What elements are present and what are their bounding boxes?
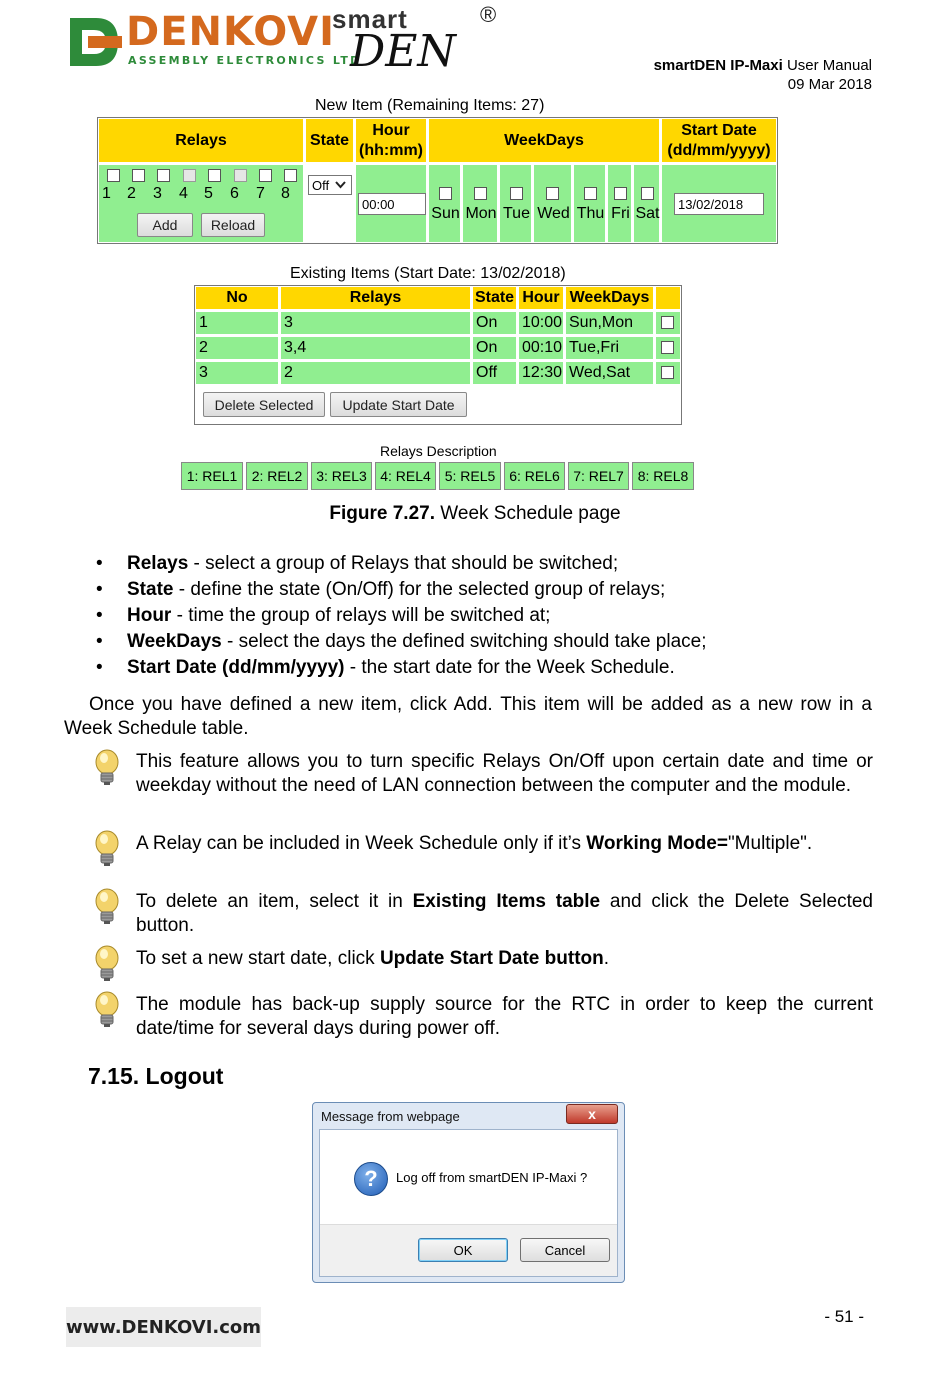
relay-desc-item: 3: REL3: [311, 462, 372, 490]
row-1-checkbox[interactable]: [661, 316, 674, 329]
relay-1-checkbox[interactable]: [107, 169, 120, 182]
list-item: [96, 629, 707, 655]
relay-number: 5: [204, 185, 213, 202]
table-row-no: 3: [195, 361, 279, 385]
brand-subtitle: ASSEMBLY ELECTRONICS LTD: [128, 54, 362, 67]
footer-website: www.DENKOVI.com: [66, 1307, 261, 1347]
note-text-part: .: [603, 948, 610, 969]
list-item: [96, 577, 707, 603]
relay-4-checkbox[interactable]: [183, 169, 196, 182]
note-text: [136, 832, 873, 856]
relay-7-checkbox[interactable]: [259, 169, 272, 182]
state-select-value: Off: [312, 177, 330, 193]
relay-number: 7: [256, 185, 265, 202]
relay-desc-item: 7: REL7: [568, 462, 629, 490]
denkovi-d-icon: [66, 14, 122, 70]
table-row-hour: 10:00: [518, 311, 564, 335]
row-2-checkbox[interactable]: [661, 341, 674, 354]
new-item-table: [97, 117, 778, 244]
chevron-down-icon: [335, 181, 346, 189]
close-icon[interactable]: x: [566, 1104, 618, 1124]
tue-checkbox[interactable]: [510, 187, 523, 200]
table-row-hour: 00:10: [518, 336, 564, 360]
relays-cell: [98, 164, 304, 243]
table-row-state: On: [472, 336, 517, 360]
brand-name: DENKOVI: [126, 9, 335, 55]
smartden-logo-small: smart: [332, 4, 408, 34]
col-select: [655, 286, 681, 310]
relay-3-checkbox[interactable]: [157, 169, 170, 182]
list-item-term: Relays: [127, 553, 189, 574]
figure-caption: [0, 503, 950, 525]
weekday-cell: [462, 164, 498, 243]
lightbulb-icon: [94, 888, 120, 926]
dialog-title: Message from webpage: [321, 1109, 460, 1124]
lightbulb-icon: [94, 945, 120, 983]
list-item-text: - time the group of relays will be switched at;: [171, 605, 551, 626]
relay-number: 8: [281, 185, 290, 202]
relay-desc-item: 1: REL1: [181, 462, 243, 490]
note-text-bold: Working Mode=: [586, 833, 728, 854]
doc-title-bold: smartDEN IP-Maxi: [653, 57, 783, 74]
day-label: Thu: [576, 205, 605, 222]
existing-items-title: Existing Items (Start Date: 13/02/2018): [290, 265, 566, 282]
day-label: Mon: [465, 205, 497, 222]
relay-desc-item: 5: REL5: [439, 462, 501, 490]
relay-number: 3: [153, 185, 162, 202]
start-date-input[interactable]: 13/02/2018: [674, 193, 764, 215]
day-label: Fri: [611, 205, 630, 222]
weekday-cell: [573, 164, 606, 243]
relay-number: 6: [230, 185, 239, 202]
table-row-select: [655, 311, 681, 335]
relay-2-checkbox[interactable]: [132, 169, 145, 182]
row-3-checkbox[interactable]: [661, 366, 674, 379]
question-icon: ?: [354, 1162, 388, 1196]
relay-number: 4: [179, 185, 188, 202]
col-weekdays: WeekDays: [565, 286, 654, 310]
note-text-part: and click the Delete Selected button.: [136, 891, 873, 936]
body-paragraph: Once you have defined a new item, click Add. This item will be added as a new row in a Week Schedule table.: [64, 694, 872, 739]
figure-caption-text: Week Schedule page: [435, 503, 621, 524]
list-item: [96, 655, 707, 681]
list-item: [96, 551, 707, 577]
col-state: State: [472, 286, 517, 310]
dialog-body: [319, 1129, 618, 1277]
table-row-state: Off: [472, 361, 517, 385]
registered-mark: ®: [480, 2, 497, 27]
state-select[interactable]: [308, 175, 352, 195]
list-item-term: Start Date (dd/mm/yyyy): [127, 657, 345, 678]
col-start-date: Start Date (dd/mm/yyyy): [661, 118, 777, 163]
weekday-cell: [428, 164, 461, 243]
hour-cell: [355, 164, 427, 243]
relay-8-checkbox[interactable]: [284, 169, 297, 182]
lightbulb-icon: [94, 991, 120, 1029]
field-description-list: [96, 551, 707, 681]
table-row-no: 1: [195, 311, 279, 335]
smartden-logo-big: DEN: [350, 26, 456, 77]
note-text-part: A Relay can be included in Week Schedule only if it’s: [136, 833, 587, 854]
table-row-relays: 2: [280, 361, 471, 385]
update-start-date-button[interactable]: Update Start Date: [330, 392, 467, 417]
relays-description-title: Relays Description: [380, 443, 497, 459]
day-label: Tue: [503, 205, 530, 222]
page-number: - 51 -: [824, 1307, 864, 1326]
col-no: No: [195, 286, 279, 310]
start-date-cell: [661, 164, 777, 243]
list-item-text: - define the state (On/Off) for the selected group of relays;: [173, 579, 666, 600]
dialog-message: Log off from smartDEN IP-Maxi ?: [396, 1170, 588, 1185]
relay-desc-item: 2: REL2: [246, 462, 308, 490]
sat-checkbox[interactable]: [641, 187, 654, 200]
logout-dialog: [312, 1102, 625, 1283]
table-row-weekdays: Sun,Mon: [565, 311, 654, 335]
note-text: This feature allows you to turn specific Relays On/Off upon certain date and time or weekday without the need of LAN connection between the computer and the module.: [136, 751, 873, 796]
note-text: [136, 947, 873, 971]
col-weekdays: WeekDays: [428, 118, 660, 163]
table-row-relays: 3,4: [280, 336, 471, 360]
lightbulb-icon: [94, 830, 120, 868]
relay-desc-item: 6: REL6: [504, 462, 565, 490]
hour-input[interactable]: 00:00: [358, 193, 426, 215]
note-text: The module has back-up supply source for the RTC in order to keep the current date/time for several days during power off.: [136, 994, 873, 1039]
col-relays: Relays: [280, 286, 471, 310]
day-label: Sat: [635, 205, 660, 222]
figure-caption-number: Figure 7.27.: [329, 503, 436, 524]
thu-checkbox[interactable]: [584, 187, 597, 200]
list-item-text: - select a group of Relays that should be switched;: [188, 553, 619, 574]
weekday-cell: [633, 164, 660, 243]
list-item: [96, 603, 707, 629]
col-relays: Relays: [98, 118, 304, 163]
relay-5-checkbox[interactable]: [208, 169, 221, 182]
list-item-term: State: [127, 579, 174, 600]
table-row-select: [655, 336, 681, 360]
table-row-no: 2: [195, 336, 279, 360]
lightbulb-icon: [94, 749, 120, 787]
note-text-part: To delete an item, select it in: [136, 891, 413, 912]
note-text-part: "Multiple".: [727, 833, 813, 854]
wed-checkbox[interactable]: [546, 187, 559, 200]
state-cell: [305, 164, 354, 243]
reload-button[interactable]: Reload: [201, 213, 265, 237]
relay-6-checkbox[interactable]: [234, 169, 247, 182]
list-item-term: Hour: [127, 605, 172, 626]
relay-number: 2: [127, 185, 136, 202]
sun-checkbox[interactable]: [439, 187, 452, 200]
add-button[interactable]: Add: [137, 213, 193, 237]
mon-checkbox[interactable]: [474, 187, 487, 200]
new-item-title: New Item (Remaining Items: 27): [315, 97, 545, 114]
cancel-button[interactable]: Cancel: [520, 1238, 610, 1262]
relay-desc-item: 8: REL8: [632, 462, 694, 490]
relay-desc-item: 4: REL4: [375, 462, 436, 490]
existing-items-table: [194, 285, 682, 425]
list-item-text: - the start date for the Week Schedule.: [344, 657, 675, 678]
fri-checkbox[interactable]: [614, 187, 627, 200]
weekday-cell: [607, 164, 632, 243]
delete-selected-button[interactable]: Delete Selected: [203, 392, 325, 417]
day-label: Wed: [537, 205, 570, 222]
weekday-cell: [533, 164, 572, 243]
col-state: State: [305, 118, 354, 163]
col-hour: Hour (hh:mm): [355, 118, 427, 163]
doc-date: 09 Mar 2018: [787, 76, 872, 93]
list-item-term: WeekDays: [127, 631, 222, 652]
note-text-bold: Existing Items table: [412, 891, 601, 912]
weekday-cell: [499, 164, 532, 243]
day-label: Sun: [431, 205, 460, 222]
doc-title-rest: User Manual: [782, 57, 872, 74]
table-row-hour: 12:30: [518, 361, 564, 385]
relay-number: 1: [102, 185, 111, 202]
table-row-state: On: [472, 311, 517, 335]
table-row-select: [655, 361, 681, 385]
ok-button[interactable]: OK: [418, 1238, 508, 1262]
table-row-relays: 3: [280, 311, 471, 335]
note-text-bold: Update Start Date button: [379, 948, 604, 969]
table-row-weekdays: Tue,Fri: [565, 336, 654, 360]
note-text: [136, 890, 873, 938]
section-title: 7.15. Logout: [88, 1063, 224, 1089]
doc-header: [654, 56, 872, 94]
list-item-text: - select the days the defined switching should take place;: [221, 631, 707, 652]
note-text-part: To set a new start date, click: [136, 948, 380, 969]
denkovi-logo: [66, 9, 362, 70]
col-hour: Hour: [518, 286, 564, 310]
table-row-weekdays: Wed,Sat: [565, 361, 654, 385]
